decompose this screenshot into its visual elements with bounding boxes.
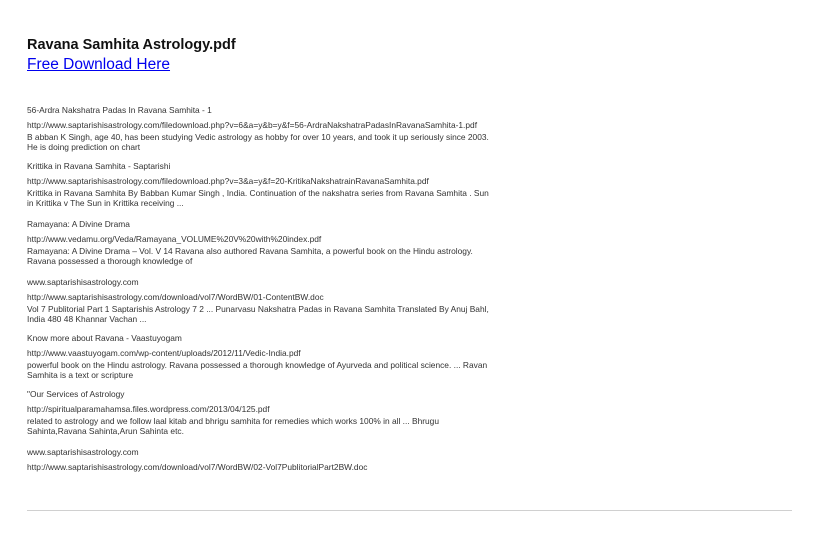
result-snippet bbox=[27, 247, 817, 266]
result-url[interactable]: http://spiritualparamahamsa.files.wordpress.com/2013/04/125.pdf bbox=[27, 404, 270, 414]
snippet-line: B abban K Singh, age 40, has been studying Vedic astrology as hobby for over 10 years, and took it up seriously since 2003. bbox=[27, 132, 489, 142]
result-snippet bbox=[27, 133, 817, 152]
snippet-line: Krittika in Ravana Samhita By Babban Kumar Singh , India. Continuation of the nakshatra series from Ravana Samhita . Sun bbox=[27, 188, 489, 198]
snippet-line: in Krittika v The Sun in Krittika receiving ... bbox=[27, 197, 184, 208]
result-item bbox=[27, 105, 817, 152]
result-url[interactable]: http://www.saptarishisastrology.com/download/vol7/WordBW/02-Vol7PublitorialPart2BW.doc bbox=[27, 462, 368, 472]
snippet-line: Ramayana: A Divine Drama – Vol. V 14 Ravana also authored Ravana Samhita, a powerful book on the Hindu astrology. bbox=[27, 246, 473, 256]
result-snippet bbox=[27, 305, 817, 324]
snippet-line: Ravana possessed a thorough knowledge of bbox=[27, 255, 193, 266]
result-url[interactable]: http://www.saptarishisastrology.com/download/vol7/WordBW/01-ContentBW.doc bbox=[27, 292, 324, 302]
snippet-line: related to astrology and we follow laal kitab and bhrigu samhita for remedies which works 100% in all ... Bhrugu bbox=[27, 416, 439, 426]
result-snippet bbox=[27, 361, 817, 380]
result-title[interactable]: www.saptarishisastrology.com bbox=[27, 277, 139, 287]
result-url[interactable]: http://www.vaastuyogam.com/wp-content/uploads/2012/11/Vedic-India.pdf bbox=[27, 348, 301, 358]
result-item bbox=[27, 219, 817, 266]
result-url[interactable]: http://www.saptarishisastrology.com/filedownload.php?v=3&a=y&f=20-KritikaNakshatrainRavanaSamhita.pdf bbox=[27, 176, 429, 186]
result-snippet bbox=[27, 417, 817, 436]
result-item bbox=[27, 161, 817, 208]
snippet-line: Samhita is a text or scripture bbox=[27, 369, 134, 380]
result-title[interactable]: Know more about Ravana - Vaastuyogam bbox=[27, 333, 182, 343]
snippet-line: Sahinta,Ravana Sahinta,Arun Sahinta etc. bbox=[27, 425, 184, 436]
result-item bbox=[27, 389, 817, 436]
result-url[interactable]: http://www.saptarishisastrology.com/filedownload.php?v=6&a=y&b=y&f=56-ArdraNakshatraPadasInRavanaSamhita-1.pdf bbox=[27, 120, 478, 130]
snippet-line: He is doing prediction on chart bbox=[27, 141, 141, 152]
footer-divider bbox=[27, 510, 792, 511]
result-title[interactable]: "Our Services of Astrology bbox=[27, 389, 125, 399]
result-title[interactable]: Krittika in Ravana Samhita - Saptarishi bbox=[27, 161, 171, 171]
result-item bbox=[27, 333, 817, 380]
result-title[interactable]: Ramayana: A Divine Drama bbox=[27, 219, 130, 229]
result-title[interactable]: 56-Ardra Nakshatra Padas In Ravana Samhita - 1 bbox=[27, 105, 212, 115]
snippet-line: Vol 7 Publitorial Part 1 Saptarishis Astrology 7 2 ... Punarvasu Nakshatra Padas in Ravana Samhita Translated By Anuj Bahl, bbox=[27, 304, 489, 314]
document-title: Ravana Samhita Astrology.pdf bbox=[27, 37, 236, 53]
result-snippet bbox=[27, 189, 817, 208]
result-item bbox=[27, 447, 817, 472]
result-item bbox=[27, 277, 817, 324]
result-title[interactable]: www.saptarishisastrology.com bbox=[27, 447, 139, 457]
free-download-link[interactable]: Free Download Here bbox=[27, 56, 171, 73]
snippet-line: powerful book on the Hindu astrology. Ravana possessed a thorough knowledge of Ayurveda and political science. ... Ravan bbox=[27, 360, 488, 370]
snippet-line: India 480 48 Khannar Vachan ... bbox=[27, 313, 147, 324]
result-url[interactable]: http://www.vedamu.org/Veda/Ramayana_VOLUME%20V%20with%20index.pdf bbox=[27, 234, 322, 244]
